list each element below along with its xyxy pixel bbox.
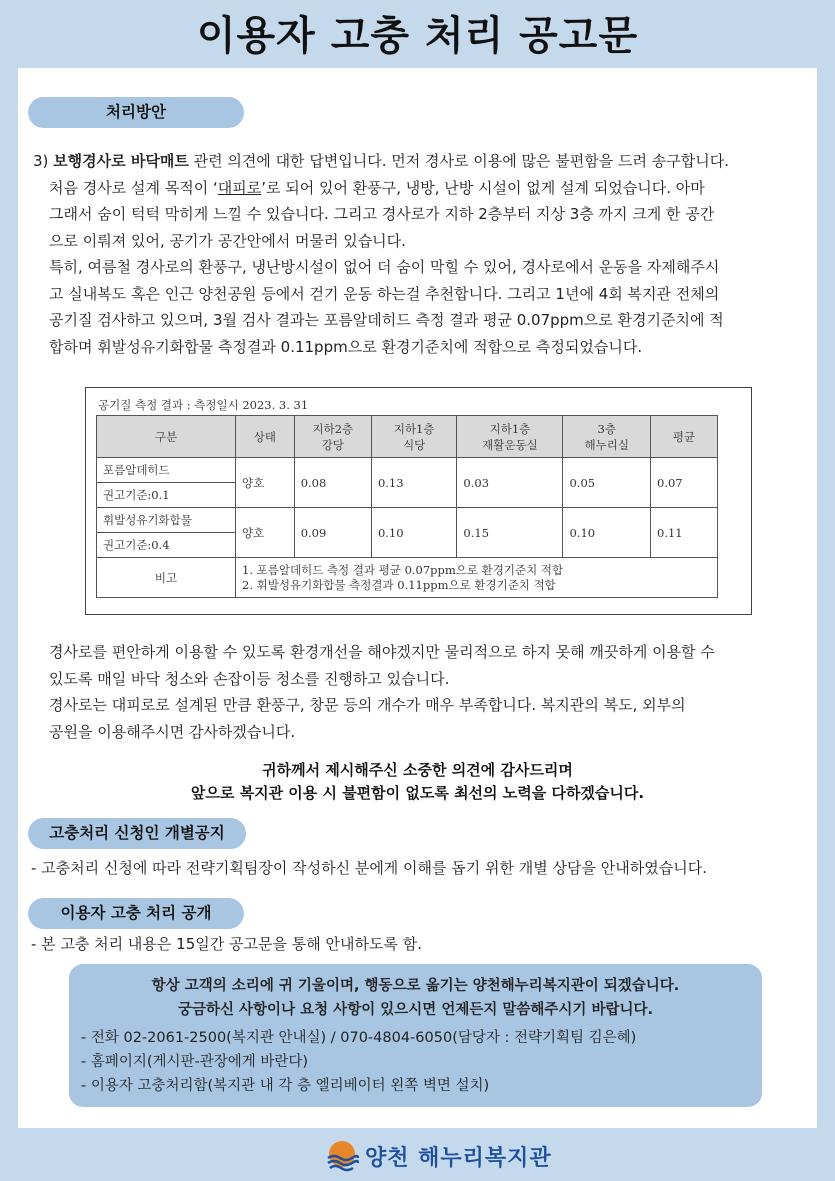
para3-line1: 경사로를 편안하게 이용할 수 있도록 환경개선을 해야겠지만 물리적으로 하지 못해 깨끗하게 이용할 수 [49, 643, 715, 661]
cell-average: 0.11 [651, 508, 718, 558]
text: ’로 되어 있어 환풍구, 냉방, 난방 시설이 없게 설계 되었습니다. 아마 [261, 178, 705, 197]
note-label: 비고 [97, 558, 236, 598]
page-title: 이용자 고충 처리 공고문 [196, 13, 639, 59]
cell-value: 0.13 [371, 458, 456, 508]
para3-line2: 있도록 매일 바닥 청소와 손잡이등 청소를 진행하고 있습니다. [49, 669, 450, 688]
para2-line3: 공기질 검사하고 있으며, 3월 검사 결과는 포름알데히드 측정 결과 평균 0.07ppm으로 환경기준치에 적 [49, 311, 724, 329]
contact-head-1: 항상 고객의 소리에 귀 기울이며, 행동으로 옮기는 양천해누리복지관이 되겠습니다. [151, 978, 680, 994]
table-header-row [97, 416, 718, 458]
item-number: 3) [33, 152, 54, 170]
para1-line2 [33, 175, 813, 202]
cell-value: 0.09 [294, 508, 371, 558]
header-b1-cafeteria: 지하1층 식당 [371, 416, 456, 458]
note-line-1: 1. 포름알데히드 측정 결과 평균 0.07ppm으로 환경기준치 적합 [242, 562, 564, 577]
cell-value: 0.15 [457, 508, 563, 558]
cell-value: 0.10 [371, 508, 456, 558]
contact-info-box [69, 964, 762, 1107]
cell-value: 0.08 [294, 458, 371, 508]
cell-average: 0.07 [651, 458, 718, 508]
cell-status: 양호 [236, 508, 295, 558]
contact-box: - 이용자 고충처리함(복지관 내 각 층 엘리베이터 왼쪽 벽면 설치) [81, 1078, 490, 1094]
cell-value: 0.03 [457, 458, 563, 508]
resolution-paragraph-1 [33, 148, 813, 360]
para1-line1 [33, 148, 813, 175]
disclosure-text: - 본 고충 처리 내용은 15일간 공고문을 통해 안내하도록 함. [31, 935, 422, 953]
note-line-2: 2. 휘발성유기화합물 측정결과 0.11ppm으로 환경기준치 적합 [242, 577, 556, 592]
header-b1-rehab: 지하1층 재활운동실 [457, 416, 563, 458]
para2-line2: 고 실내복도 혹은 인근 양천공원 등에서 걷기 운동 하는걸 추천합니다. 그리고 1년에 4회 복지관 전체의 [49, 284, 720, 303]
para2-line4: 합하며 휘발성유기화합물 측정결과 0.11ppm으로 환경기준치에 적합으로 측정되었습니다. [49, 337, 643, 356]
closing-line-2: 앞으로 복지관 이용 시 불편함이 없도록 최선의 노력을 다하겠습니다. [190, 784, 645, 802]
para3-line3: 경사로는 대피로로 설계된 만큼 환풍구, 창문 등의 개수가 매우 부족합니다. 복지관의 복도, 외부의 [49, 696, 686, 714]
table-caption: 공기질 측정 결과 : 측정일시 2023. 3. 31 [98, 398, 309, 412]
org-logo [325, 1138, 552, 1174]
header-3f-room: 3층 해누리실 [563, 416, 651, 458]
section-label-resolution: 처리방안 [28, 97, 244, 128]
para1-line4: 으로 이뤄져 있어, 공기가 공간안에서 머물러 있습니다. [49, 231, 406, 250]
row-name-formaldehyde: 포름알데히드 [97, 458, 236, 483]
text: 처음 경사로 설계 목적이 ‘ [49, 178, 218, 197]
sun-wave-logo-icon [325, 1139, 359, 1173]
contact-head-2: 궁금하신 사항이나 요청 사항이 있으시면 언제든지 말씀해주시기 바랍니다. [177, 1002, 654, 1018]
underlined-term: 대피로 [217, 178, 262, 197]
row-name-voc: 휘발성유기화합물 [97, 508, 236, 533]
contact-list [81, 1026, 636, 1098]
table-note-row [97, 558, 718, 598]
para1-text: 관련 의견에 대한 답변입니다. 먼저 경사로 이용에 많은 불편함을 드려 송구합니다. [188, 152, 729, 170]
row-standard: 권고기준:0.1 [97, 483, 236, 508]
note-content [236, 558, 718, 598]
header-status: 상태 [236, 416, 295, 458]
individual-notice-text: - 고충처리 신청에 따라 전략기획팀장이 작성하신 분에게 이해를 돕기 위한 개별 상담을 안내하였습니다. [31, 859, 707, 877]
para2-line1: 특히, 여름철 경사로의 환풍구, 냉난방시설이 없어 더 숨이 막힐 수 있어, 경사로에서 운동을 자제해주시 [49, 258, 720, 276]
para1-line3: 그래서 숨이 턱턱 막히게 느낄 수 있습니다. 그리고 경사로가 지하 2층부터 지상 3층 까지 크게 한 공간 [49, 205, 715, 223]
org-logo-text: 양천 해누리복지관 [365, 1144, 552, 1171]
cell-value: 0.10 [563, 508, 651, 558]
contact-phone: - 전화 02-2061-2500(복지관 안내실) / 070-4804-6050(담당자 : 전략기획팀 김은혜) [81, 1030, 637, 1046]
table-row [97, 508, 718, 533]
para3-line4: 공원을 이용해주시면 감사하겠습니다. [49, 722, 296, 741]
header-b2-hall: 지하2층 강당 [294, 416, 371, 458]
contact-homepage: - 홈페이지(게시판-관장에게 바란다) [81, 1054, 309, 1070]
header-category: 구분 [97, 416, 236, 458]
cell-value: 0.05 [563, 458, 651, 508]
header-average: 평균 [651, 416, 718, 458]
section-label-disclosure: 이용자 고충 처리 공개 [28, 898, 244, 929]
air-quality-table [96, 415, 718, 598]
cell-status: 양호 [236, 458, 295, 508]
topic-bold: 보행경사로 바닥매트 [53, 152, 189, 170]
resolution-paragraph-3 [49, 639, 819, 745]
closing-line-1: 귀하께서 제시해주신 소중한 의견에 감사드리며 [262, 761, 573, 779]
row-standard: 권고기준:0.4 [97, 533, 236, 558]
section-label-individual-notice: 고충처리 신청인 개별공지 [28, 818, 246, 849]
table-row [97, 458, 718, 483]
